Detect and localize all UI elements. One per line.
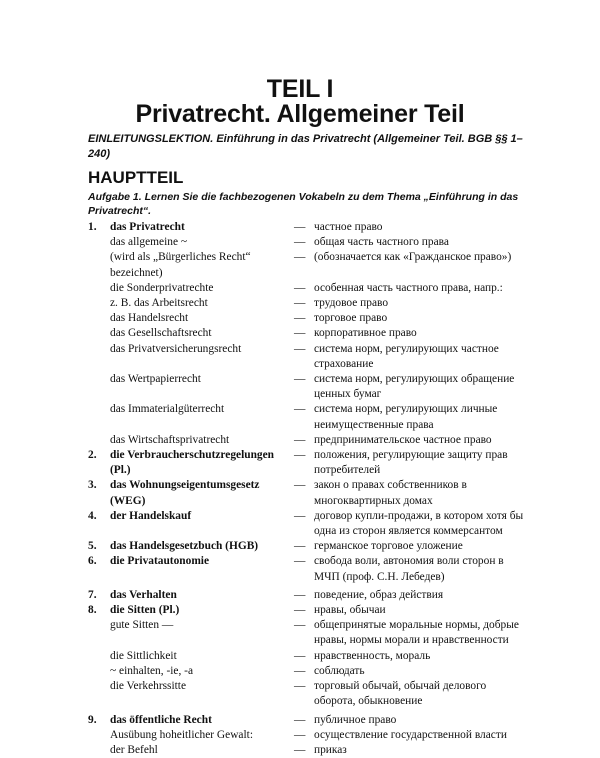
- vocab-translation: нравственность, мораль: [314, 649, 431, 662]
- vocab-entry: [88, 679, 528, 709]
- task-instruction: Aufgabe 1. Lernen Sie die fachbezogenen Vokabeln zu dem Thema „Einführung in das Privatrecht“.: [88, 191, 519, 217]
- vocab-term: das Gesellschaftsrecht: [110, 327, 212, 340]
- vocab-translation: система норм, регулирующих личные неимущественные права: [314, 403, 498, 431]
- vocab-term: das Verhalten: [110, 588, 177, 601]
- vocab-entry: [88, 618, 528, 648]
- vocab-entry: [88, 539, 528, 554]
- vocab-dash: —: [294, 297, 306, 310]
- vocab-translation: общая часть частного права: [314, 236, 449, 249]
- vocab-dash: —: [294, 251, 306, 264]
- vocab-translation: общепринятые моральные нормы, добрые нравы, нормы морали и нравственности: [314, 619, 519, 647]
- vocab-translation: положения, регулирующие защиту прав потребителей: [314, 449, 508, 477]
- vocab-dash: —: [294, 327, 306, 340]
- vocab-term: die Sittlichkeit: [110, 649, 177, 662]
- vocab-term: das Immaterialgüterrecht: [110, 403, 225, 416]
- vocab-term: die Privatautonomie: [110, 555, 210, 568]
- vocab-dash: —: [294, 221, 306, 233]
- vocab-translation: закон о правах собственников в многоквартирных домах: [314, 479, 467, 507]
- vocab-entry: [88, 326, 528, 341]
- vocab-entry: [88, 250, 528, 280]
- vocab-dash: —: [294, 433, 306, 446]
- vocab-translation: свобода воли, автономия воли сторон в МЧП (проф. С.Н. Лебедев): [314, 555, 504, 583]
- vocab-term: z. B. das Arbeitsrecht: [110, 297, 208, 310]
- vocab-entry: [88, 448, 528, 478]
- vocab-entry: [88, 478, 528, 508]
- vocab-dash: —: [294, 509, 306, 522]
- lesson-heading: EINLEITUNGSLEKTION. Einführung in das Privatrecht (Allgemeiner Teil. BGB §§ 1–240): [88, 133, 523, 160]
- vocab-dash: —: [294, 680, 306, 693]
- vocab-term: gute Sitten —: [110, 619, 174, 632]
- vocab-dash: —: [294, 342, 306, 355]
- vocab-term: das allgemeine ~: [110, 236, 188, 249]
- vocab-entry: [88, 220, 528, 235]
- vocab-translation: договор купли-продажи, в котором хотя бы одна из сторон является коммерсантом: [314, 509, 524, 538]
- vocab-term: das Wirtschaftsprivatrecht: [110, 433, 230, 446]
- vocab-entry: [88, 342, 528, 372]
- vocab-entry: [88, 588, 528, 603]
- vocab-dash: —: [294, 403, 306, 416]
- vocab-entry: [88, 728, 528, 743]
- vocab-translation: система норм, регулирующих частное страхование: [314, 342, 499, 370]
- vocab-translation: (обозначается как «Гражданское право»): [314, 251, 512, 264]
- vocab-translation: система норм, регулирующих обращение ценных бумаг: [314, 373, 515, 401]
- vocab-term: Ausübung hoheitlicher Gewalt:: [110, 728, 253, 741]
- vocab-translation: предпринимательское частное право: [314, 433, 492, 446]
- vocab-entry: [88, 311, 528, 326]
- vocab-dash: —: [294, 449, 306, 462]
- vocab-number: 1.: [88, 221, 97, 233]
- part-title: TEIL I: [266, 75, 334, 103]
- vocab-dash: —: [294, 713, 306, 726]
- vocab-dash: —: [294, 649, 306, 662]
- vocab-number: 8.: [88, 604, 97, 617]
- vocab-entry: [88, 554, 528, 584]
- vocab-entry: [88, 713, 528, 728]
- vocab-translation: соблюдать: [314, 664, 365, 677]
- vocab-dash: —: [294, 479, 306, 492]
- vocab-term: das Wohnungseigentumsgesetz (WEG): [110, 479, 260, 507]
- vocab-dash: —: [294, 236, 306, 249]
- vocab-number: 6.: [88, 555, 97, 568]
- vocab-translation: трудовое право: [314, 297, 389, 310]
- section-title: HAUPTTEIL: [88, 168, 184, 187]
- vocab-dash: —: [294, 281, 306, 294]
- vocab-number: 3.: [88, 479, 97, 492]
- vocab-translation: торговое право: [314, 312, 388, 325]
- vocab-term: die Sonderprivatrechte: [110, 281, 214, 294]
- vocab-term: das Privatversicherungsrecht: [110, 342, 242, 355]
- vocab-translation: приказ: [314, 743, 347, 756]
- vocab-translation: корпоративное право: [314, 327, 417, 340]
- vocab-number: 2.: [88, 449, 97, 462]
- vocab-translation: нравы, обычаи: [314, 604, 386, 617]
- vocab-term: die Verkehrssitte: [110, 680, 187, 693]
- vocab-entry: [88, 743, 528, 758]
- vocab-translation: осуществление государственной власти: [314, 728, 507, 741]
- vocab-dash: —: [294, 555, 306, 568]
- vocab-dash: —: [294, 743, 306, 756]
- vocab-term: das Privatrecht: [110, 221, 185, 233]
- vocab-dash: —: [294, 604, 306, 617]
- vocab-translation: публичное право: [314, 713, 397, 726]
- vocab-entry: [88, 402, 528, 432]
- vocab-term: das Wertpapierrecht: [110, 373, 201, 386]
- vocab-term: das Handelsgesetzbuch (HGB): [110, 540, 259, 553]
- vocab-dash: —: [294, 540, 306, 553]
- vocab-term: der Handelskauf: [110, 509, 192, 522]
- vocab-dash: —: [294, 373, 306, 386]
- vocab-entry: [88, 664, 528, 679]
- vocab-entry: [88, 649, 528, 664]
- vocab-number: 5.: [88, 540, 97, 553]
- vocab-translation: германское торговое уложение: [314, 540, 463, 553]
- vocab-dash: —: [294, 728, 306, 741]
- vocab-translation: особенная часть частного права, напр.:: [314, 281, 503, 294]
- vocab-entry: [88, 509, 528, 539]
- vocab-term: der Befehl: [110, 743, 158, 756]
- vocab-entry: [88, 603, 528, 618]
- vocab-translation: поведение, образ действия: [314, 588, 444, 601]
- vocab-translation: торговый обычай, обычай делового оборота, обыкновение: [314, 680, 487, 708]
- vocab-entry: [88, 235, 528, 250]
- vocab-term: das öffentliche Recht: [110, 713, 212, 726]
- vocab-dash: —: [294, 588, 306, 601]
- vocab-term: die Sitten (Pl.): [110, 604, 180, 617]
- vocab-number: 7.: [88, 588, 97, 601]
- vocab-term: das Handelsrecht: [110, 312, 189, 325]
- vocab-number: 9.: [88, 713, 97, 726]
- vocab-translation: частное право: [314, 221, 383, 233]
- vocab-entry: [88, 372, 528, 402]
- part-subtitle: Privatrecht. Allgemeiner Teil: [135, 100, 465, 128]
- vocab-entry: [88, 433, 528, 448]
- vocab-dash: —: [294, 312, 306, 325]
- vocab-entry: [88, 281, 528, 296]
- vocab-term: (wird als „Bürgerliches Recht“ bezeichnet): [110, 251, 251, 279]
- vocab-dash: —: [294, 664, 306, 677]
- vocab-entry: [88, 296, 528, 311]
- vocabulary-list: [88, 220, 528, 758]
- vocab-number: 4.: [88, 509, 97, 522]
- vocab-term: die Verbraucherschutzregelungen (Pl.): [110, 449, 274, 477]
- vocab-dash: —: [294, 619, 306, 632]
- vocab-term: ~ einhalten, -ie, -a: [110, 664, 194, 677]
